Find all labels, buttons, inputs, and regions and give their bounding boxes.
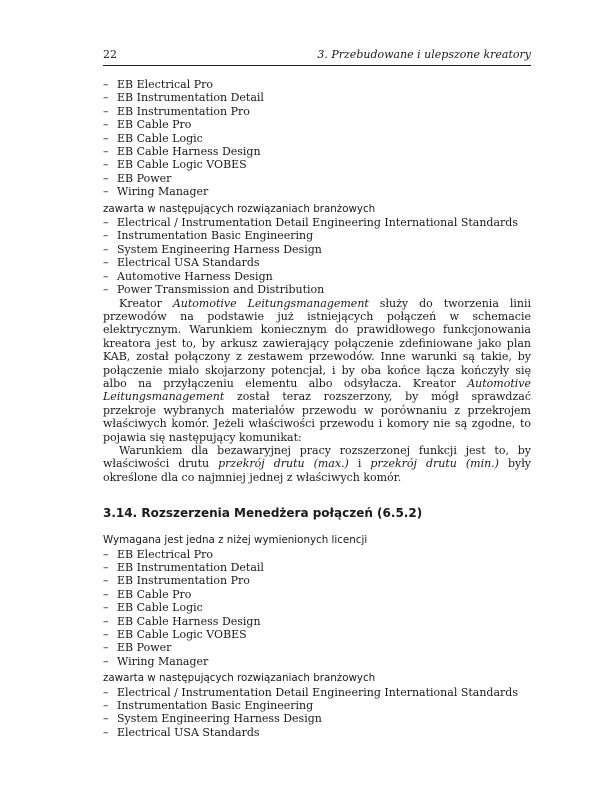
emphasis: przekrój drutu (min.) [370, 457, 499, 471]
list-item: – System Engineering Harness Design [103, 712, 531, 725]
list-item: – EB Electrical Pro [103, 78, 531, 91]
emphasis: Automotive Leitungsmanagement [172, 296, 369, 310]
list-item: – EB Power [103, 172, 531, 185]
emphasis: przekrój drutu (max.) [218, 457, 349, 471]
list-item: – EB Instrumentation Detail [103, 91, 531, 104]
text-run: Kreator [119, 296, 173, 310]
product-list [103, 78, 531, 199]
license-label: Wymagana jest jedna z niżej wymienionych licencji [103, 534, 368, 547]
solutions-list [103, 216, 531, 296]
list-item: – Electrical / Instrumentation Detail Engineering International Standards [103, 216, 531, 229]
list-item: – Wiring Manager [103, 655, 531, 668]
license-list [103, 548, 531, 669]
list-item: – Instrumentation Basic Engineering [103, 229, 531, 242]
running-header [103, 48, 531, 66]
list-item: – Electrical USA Standards [103, 256, 531, 269]
list-item: – Electrical USA Standards [103, 726, 531, 739]
emphasis: Automotive Leitungsmanagement [103, 376, 531, 404]
page [103, 48, 531, 739]
text-run: i [348, 457, 371, 471]
solutions-label: zawarta w następujących rozwiązaniach branżowych [103, 202, 376, 215]
list-item: – Wiring Manager [103, 185, 531, 198]
text-run: były określone dla co najmniej jednej z właściwych komór. [103, 457, 532, 484]
solutions-label-2: zawarta w następujących rozwiązaniach branżowych [103, 672, 376, 685]
solutions-list-2 [103, 686, 531, 740]
paragraph-condition [103, 444, 531, 484]
text-run: służy do tworzenia linii przewodów na podstawie już istniejących połączeń w schemacie elektrycznym. Warunkiem koniecznym do prawidłowego funkcjonowania kreatora jest to, by arkusz zawierający połączenie zdefiniowane jako plan KAB, został połączony z zestawem przewodów. Inne warunki są takie, by połączenie miało skojarzony potencjał, i by oba końce łącza kończyły się albo na przyłączeniu elementu albo odsyłacza. Kreator [103, 296, 532, 390]
list-item: – EB Instrumentation Pro [103, 574, 531, 587]
text-run: został teraz rozszerzony, by mógł sprawdzać przekroje wybranych materiałów przewodu w porównaniu z przekrojem właściwych komór. Jeżeli właściwości przewodu i komory nie są zgodne, to pojawia się następujący komunikat: [103, 390, 531, 444]
list-item: – EB Cable Logic VOBES [103, 158, 531, 171]
page-number: 22 [103, 48, 117, 61]
list-item: – Electrical / Instrumentation Detail Engineering International Standards [103, 686, 531, 699]
list-item: – Automotive Harness Design [103, 270, 531, 283]
list-item: – Power Transmission and Distribution [103, 283, 531, 296]
paragraph-automotive [103, 297, 531, 444]
list-item: – EB Cable Logic [103, 601, 531, 614]
list-item: – EB Instrumentation Pro [103, 105, 531, 118]
list-item: – EB Cable Pro [103, 588, 531, 601]
list-item: – EB Instrumentation Detail [103, 561, 531, 574]
list-item: – EB Cable Logic VOBES [103, 628, 531, 641]
list-item: – EB Cable Harness Design [103, 615, 531, 628]
list-item: – EB Cable Pro [103, 118, 531, 131]
list-item: – EB Cable Logic [103, 132, 531, 145]
list-item: – EB Cable Harness Design [103, 145, 531, 158]
text-run: Warunkiem dla bezawaryjnej pracy rozszerzonej funkcji jest to, by właściwości drutu [103, 443, 531, 471]
section-heading: 3.14. Rozszerzenia Menedżera połączeń (6.5.2) [103, 506, 423, 521]
list-item: – EB Electrical Pro [103, 548, 531, 561]
list-item: – EB Power [103, 641, 531, 654]
chapter-title: 3. Przebudowane i ulepszone kreatory [317, 48, 531, 61]
list-item: – Instrumentation Basic Engineering [103, 699, 531, 712]
list-item: – System Engineering Harness Design [103, 243, 531, 256]
